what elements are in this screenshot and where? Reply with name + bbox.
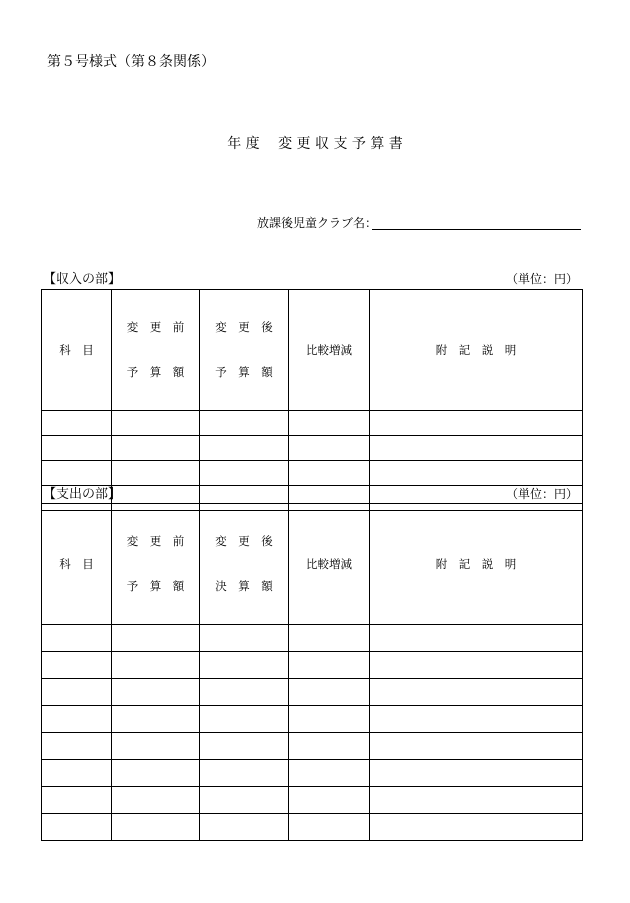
table-cell[interactable] (370, 679, 583, 706)
table-cell[interactable] (289, 733, 370, 760)
table-row (42, 625, 583, 652)
table-cell[interactable] (200, 652, 289, 679)
table-cell[interactable] (112, 706, 200, 733)
income-header-note: 附 記 説 明 (370, 290, 583, 411)
club-name-field[interactable] (372, 229, 581, 230)
table-cell[interactable] (112, 652, 200, 679)
club-name-label: 放課後児童クラブ名： (257, 216, 378, 230)
income-section-label: 【収入の部】 (43, 272, 122, 287)
table-cell[interactable] (370, 706, 583, 733)
table-cell[interactable] (289, 461, 370, 486)
income-header-before-line2: 予 算 額 (126, 365, 185, 379)
expense-header-after (200, 504, 289, 625)
expense-header-before-line1: 変 更 前 (126, 534, 185, 548)
table-row (42, 706, 583, 733)
table-cell[interactable] (289, 436, 370, 461)
table-cell[interactable] (370, 814, 583, 841)
table-cell[interactable] (200, 436, 289, 461)
table-cell[interactable] (289, 679, 370, 706)
table-cell[interactable] (200, 706, 289, 733)
table-cell[interactable] (289, 411, 370, 436)
income-unit-label: （単位：円） (506, 272, 579, 286)
expense-header-compare: 比較増減 (289, 504, 370, 625)
table-row (42, 652, 583, 679)
table-row (42, 814, 583, 841)
expense-header-item: 科 目 (42, 504, 112, 625)
table-cell[interactable] (42, 733, 112, 760)
table-cell[interactable] (112, 787, 200, 814)
table-cell[interactable] (370, 652, 583, 679)
table-cell[interactable] (289, 625, 370, 652)
table-row (42, 461, 583, 486)
table-cell[interactable] (112, 814, 200, 841)
table-cell[interactable] (370, 760, 583, 787)
table-cell[interactable] (200, 733, 289, 760)
table-cell[interactable] (42, 411, 112, 436)
table-row (42, 679, 583, 706)
table-cell[interactable] (200, 814, 289, 841)
table-cell[interactable] (112, 760, 200, 787)
table-cell[interactable] (42, 706, 112, 733)
table-cell[interactable] (112, 625, 200, 652)
income-header-item: 科 目 (42, 290, 112, 411)
income-header-before (112, 290, 200, 411)
expense-header-note: 附 記 説 明 (370, 504, 583, 625)
income-header-after-line2: 予 算 額 (215, 365, 273, 379)
table-row (42, 411, 583, 436)
table-cell[interactable] (370, 436, 583, 461)
table-cell[interactable] (42, 652, 112, 679)
table-cell[interactable] (289, 814, 370, 841)
table-row (42, 436, 583, 461)
table-cell[interactable] (112, 733, 200, 760)
table-cell[interactable] (289, 706, 370, 733)
expense-header-before-line2: 予 算 額 (126, 579, 185, 593)
income-header-after (200, 290, 289, 411)
table-cell[interactable] (112, 679, 200, 706)
table-cell[interactable] (200, 411, 289, 436)
table-cell[interactable] (200, 625, 289, 652)
form-number: 第５号様式（第８条関係） (47, 54, 215, 70)
expense-header-after-line1: 変 更 後 (215, 534, 273, 548)
table-cell[interactable] (42, 625, 112, 652)
table-cell[interactable] (370, 787, 583, 814)
expense-section-label: 【支出の部】 (43, 487, 122, 502)
table-cell[interactable] (200, 461, 289, 486)
table-cell[interactable] (289, 760, 370, 787)
table-cell[interactable] (42, 760, 112, 787)
table-row (42, 787, 583, 814)
table-cell[interactable] (112, 411, 200, 436)
table-cell[interactable] (370, 461, 583, 486)
income-header-row (42, 290, 583, 411)
table-cell[interactable] (289, 652, 370, 679)
table-cell[interactable] (42, 461, 112, 486)
table-cell[interactable] (112, 461, 200, 486)
expense-header-before (112, 504, 200, 625)
table-cell[interactable] (42, 814, 112, 841)
table-cell[interactable] (42, 436, 112, 461)
table-cell[interactable] (370, 411, 583, 436)
table-cell[interactable] (42, 679, 112, 706)
income-table (41, 289, 583, 511)
expense-unit-label: （単位：円） (506, 487, 579, 501)
income-header-before-line1: 変 更 前 (126, 320, 185, 334)
expense-header-after-line2: 決 算 額 (215, 579, 273, 593)
table-cell[interactable] (370, 625, 583, 652)
income-header-compare: 比較増減 (289, 290, 370, 411)
table-row (42, 760, 583, 787)
table-cell[interactable] (112, 436, 200, 461)
table-cell[interactable] (200, 760, 289, 787)
table-cell[interactable] (200, 787, 289, 814)
income-header-after-line1: 変 更 後 (215, 320, 273, 334)
table-cell[interactable] (289, 787, 370, 814)
document-title: 年 度 変 更 収 支 予 算 書 (227, 136, 403, 152)
table-cell[interactable] (370, 733, 583, 760)
expense-table (41, 503, 583, 841)
expense-header-row (42, 504, 583, 625)
table-row (42, 733, 583, 760)
table-cell[interactable] (42, 787, 112, 814)
table-cell[interactable] (200, 679, 289, 706)
